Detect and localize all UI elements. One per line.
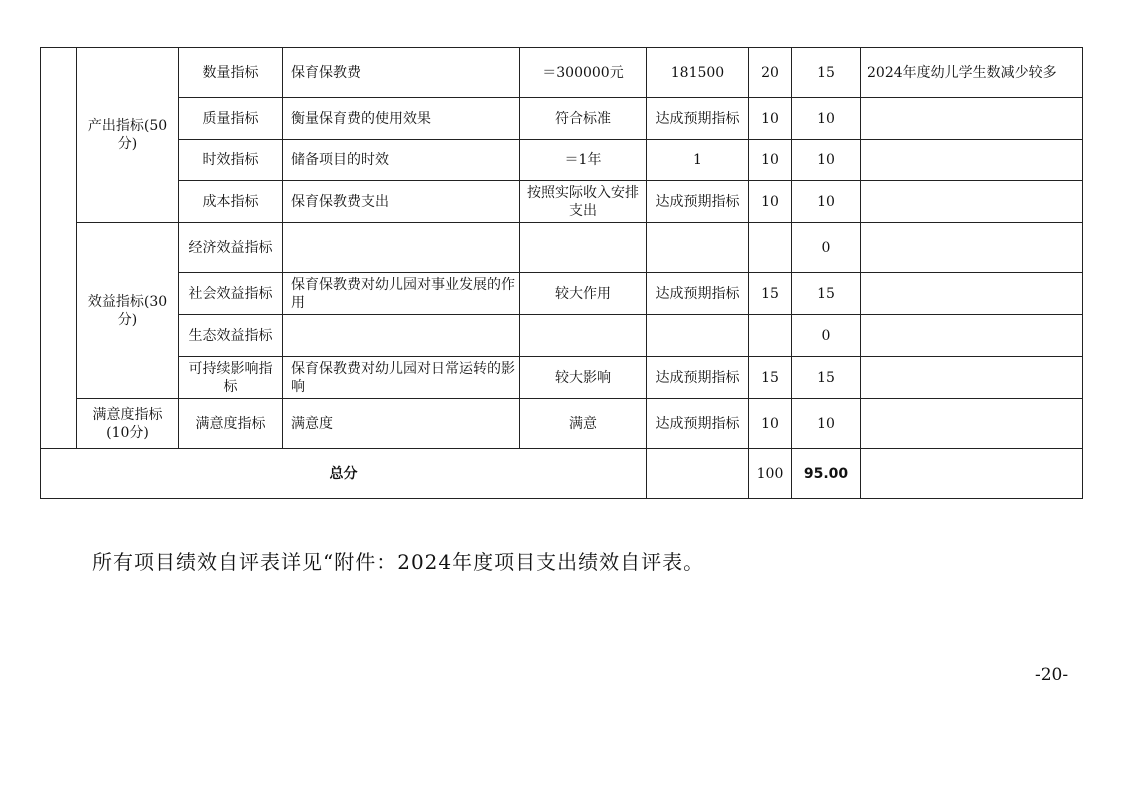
indicator-name: 质量指标 (179, 98, 283, 140)
actual-value: 达成预期指标 (647, 98, 749, 140)
score: 15 (792, 273, 861, 315)
total-note (861, 449, 1083, 499)
indicator-name: 可持续影响指标 (179, 357, 283, 399)
table-row (41, 48, 1083, 98)
actual-value: 达成预期指标 (647, 273, 749, 315)
indicator-content: 储备项目的时效 (283, 140, 520, 181)
table-row (41, 223, 1083, 273)
weight: 10 (749, 140, 792, 181)
deviation-note (861, 315, 1083, 357)
total-score: 95.00 (792, 449, 861, 499)
table-row (41, 273, 1083, 315)
attachment-reference-paragraph: 所有项目绩效自评表详见“附件：2024年度项目支出绩效自评表。 (92, 550, 705, 574)
score: 10 (792, 140, 861, 181)
deviation-note (861, 357, 1083, 399)
weight: 15 (749, 273, 792, 315)
actual-value (647, 315, 749, 357)
indicator-name: 社会效益指标 (179, 273, 283, 315)
indicator-content: 保育保教费 (283, 48, 520, 98)
weight: 10 (749, 399, 792, 449)
group-output-indicators: 产出指标(50分) (77, 48, 179, 223)
total-actual-value (647, 449, 749, 499)
indicator-content: 满意度 (283, 399, 520, 449)
weight: 10 (749, 98, 792, 140)
table-row (41, 140, 1083, 181)
target-value: ＝300000元 (520, 48, 647, 98)
deviation-note (861, 98, 1083, 140)
target-value: ＝1年 (520, 140, 647, 181)
group-satisfaction-indicators: 满意度指标(10分) (77, 399, 179, 449)
score: 15 (792, 357, 861, 399)
group-benefit-indicators: 效益指标(30分) (77, 223, 179, 399)
weight (749, 315, 792, 357)
deviation-note (861, 140, 1083, 181)
indicator-content: 保育保教费对幼儿园对日常运转的影响 (283, 357, 520, 399)
score: 10 (792, 98, 861, 140)
target-value (520, 315, 647, 357)
indicator-name: 数量指标 (179, 48, 283, 98)
page-number: -20- (1035, 665, 1069, 685)
indicator-name: 经济效益指标 (179, 223, 283, 273)
score: 10 (792, 399, 861, 449)
deviation-note (861, 399, 1083, 449)
indicator-name: 时效指标 (179, 140, 283, 181)
target-value: 较大作用 (520, 273, 647, 315)
weight (749, 223, 792, 273)
actual-value (647, 223, 749, 273)
target-value: 符合标准 (520, 98, 647, 140)
table-row (41, 315, 1083, 357)
total-row (41, 449, 1083, 499)
score: 10 (792, 181, 861, 223)
table-row (41, 399, 1083, 449)
target-value (520, 223, 647, 273)
deviation-note (861, 223, 1083, 273)
indicator-content: 衡量保育费的使用效果 (283, 98, 520, 140)
total-weight: 100 (749, 449, 792, 499)
target-value: 满意 (520, 399, 647, 449)
indicator-content (283, 315, 520, 357)
performance-table (40, 47, 1083, 499)
score: 15 (792, 48, 861, 98)
total-label: 总分 (41, 449, 647, 499)
table-row (41, 98, 1083, 140)
actual-value: 181500 (647, 48, 749, 98)
indicator-name: 满意度指标 (179, 399, 283, 449)
blank-first-column (41, 48, 77, 449)
indicator-name: 生态效益指标 (179, 315, 283, 357)
deviation-note: 2024年度幼儿学生数减少较多 (861, 48, 1083, 98)
actual-value: 达成预期指标 (647, 357, 749, 399)
target-value: 较大影响 (520, 357, 647, 399)
weight: 15 (749, 357, 792, 399)
weight: 10 (749, 181, 792, 223)
deviation-note (861, 181, 1083, 223)
weight: 20 (749, 48, 792, 98)
score: 0 (792, 315, 861, 357)
actual-value: 达成预期指标 (647, 181, 749, 223)
target-value: 按照实际收入安排支出 (520, 181, 647, 223)
indicator-name: 成本指标 (179, 181, 283, 223)
table-row (41, 357, 1083, 399)
indicator-content: 保育保教费对幼儿园对事业发展的作用 (283, 273, 520, 315)
indicator-content (283, 223, 520, 273)
score: 0 (792, 223, 861, 273)
actual-value: 1 (647, 140, 749, 181)
table-row (41, 181, 1083, 223)
indicator-content: 保育保教费支出 (283, 181, 520, 223)
deviation-note (861, 273, 1083, 315)
actual-value: 达成预期指标 (647, 399, 749, 449)
